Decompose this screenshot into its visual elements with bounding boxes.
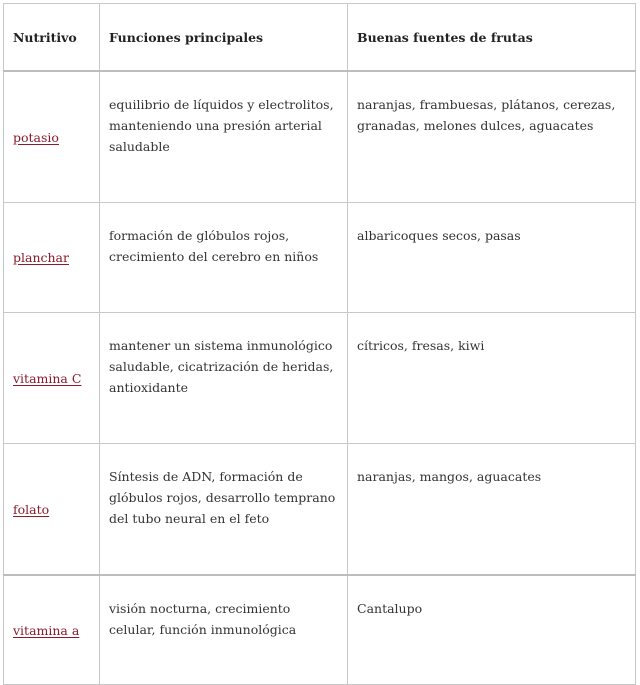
nutrient-link-folato[interactable]: folato <box>13 501 50 517</box>
functions-cell: formación de glóbulos rojos, crecimiento del cerebro en niños <box>100 203 348 313</box>
table-row <box>4 203 636 313</box>
fruits-cell: Cantalupo <box>348 575 636 685</box>
table-row <box>4 71 636 203</box>
fruits-cell: naranjas, frambuesas, plátanos, cerezas, granadas, melones dulces, aguacates <box>348 71 636 203</box>
nutrient-cell <box>4 203 100 313</box>
functions-cell: equilibrio de líquidos y electrolitos, manteniendo una presión arterial saludable <box>100 71 348 203</box>
table-header <box>4 4 636 72</box>
nutrient-link-planchar[interactable]: planchar <box>13 250 69 265</box>
header-nutrient: Nutritivo <box>4 4 100 72</box>
nutrient-link-vitamina-c[interactable]: vitamina C <box>13 370 82 386</box>
fruits-cell: cítricos, fresas, kiwi <box>348 313 636 444</box>
nutrient-table <box>3 3 636 685</box>
nutrient-link-potasio[interactable]: potasio <box>13 129 59 145</box>
nutrient-link-vitamina-a[interactable]: vitamina a <box>13 622 80 638</box>
functions-cell: mantener un sistema inmunológico saludable, cicatrización de heridas, antioxidante <box>100 313 348 444</box>
nutrient-cell <box>4 313 100 444</box>
nutrient-cell <box>4 575 100 685</box>
functions-cell: Síntesis de ADN, formación de glóbulos rojos, desarrollo temprano del tubo neural en el feto <box>100 444 348 576</box>
table-row <box>4 444 636 576</box>
table-body <box>4 71 636 685</box>
nutrient-cell <box>4 444 100 576</box>
fruits-cell: albaricoques secos, pasas <box>348 203 636 313</box>
header-row <box>4 4 636 72</box>
functions-cell: visión nocturna, crecimiento celular, función inmunológica <box>100 575 348 685</box>
header-functions: Funciones principales <box>100 4 348 72</box>
table-row <box>4 575 636 685</box>
nutrient-cell <box>4 71 100 203</box>
table-row <box>4 313 636 444</box>
fruits-cell: naranjas, mangos, aguacates <box>348 444 636 576</box>
header-fruits: Buenas fuentes de frutas <box>348 4 636 72</box>
